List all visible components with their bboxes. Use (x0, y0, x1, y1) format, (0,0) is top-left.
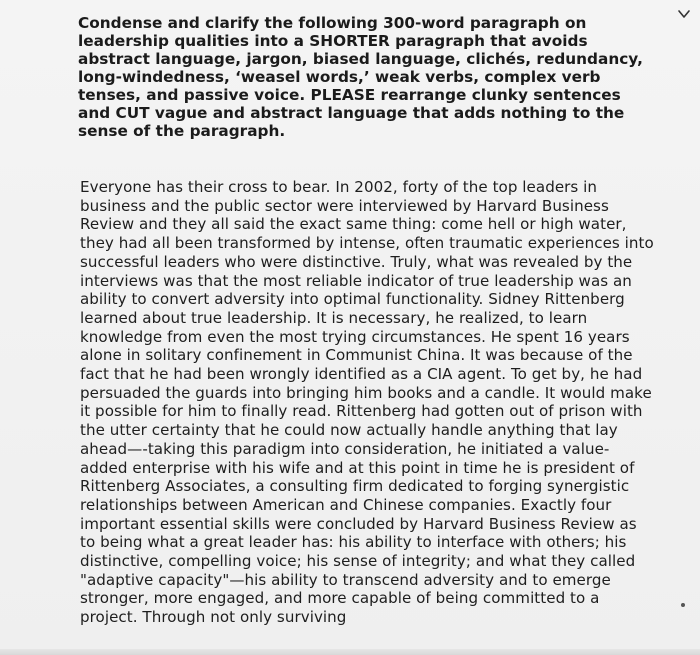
question-instructions: Condense and clarify the following 300-word paragraph on leadership qualities into a SHORTER paragraph that avoids abstract language, jargon, biased language, clichés, redundancy, long-windedness, ‘weasel words,’ weak verbs, complex verb tenses, and passive voice. PLEASE rearrange clunky sentences and CUT vague and abstract language that adds nothing to the sense of the paragraph. (78, 14, 643, 140)
bottom-edge (0, 649, 700, 655)
scroll-dot (681, 603, 685, 607)
chevron-down-icon[interactable] (677, 8, 691, 20)
source-paragraph: Everyone has their cross to bear. In 2002, forty of the top leaders in business and the public sector were interviewed by Harvard Business Review and they all said the exact same thing: come hell or high water, they had all been transformed by intense, often traumatic experiences into successful leaders who were distinctive. Truly, what was revealed by the interviews was that the most reliable indicator of true leadership was an ability to convert adversity into optimal functionality. Sidney Rittenberg learned about true leadership. It is necessary, he realized, to learn knowledge from even the most trying circumstances. He spent 16 years alone in solitary confinement in Communist China. It was because of the fact that he had been wrongly identified as a CIA agent. To get by, he had persuaded the guards into bringing him books and a candle. It would make it possible for him to finally read. Rittenberg had gotten out of prison with the utter certainty that he could now actually handle anything that lay ahead—-taking this paradigm into consideration, he initiated a value-added enterprise with his wife and at this point in time he is president of Rittenberg Associates, a consulting firm dedicated to forging synergistic relationships between American and Chinese companies. Exactly four important essential skills were concluded by Harvard Business Review as to being what a great leader has: his ability to interface with others; his distinctive, compelling voice; his sense of integrity; and what they called "adaptive capacity"—his ability to transcend adversity and to emerge stronger, more engaged, and more capable of being committed to a project. Through not only surviving (80, 178, 654, 627)
